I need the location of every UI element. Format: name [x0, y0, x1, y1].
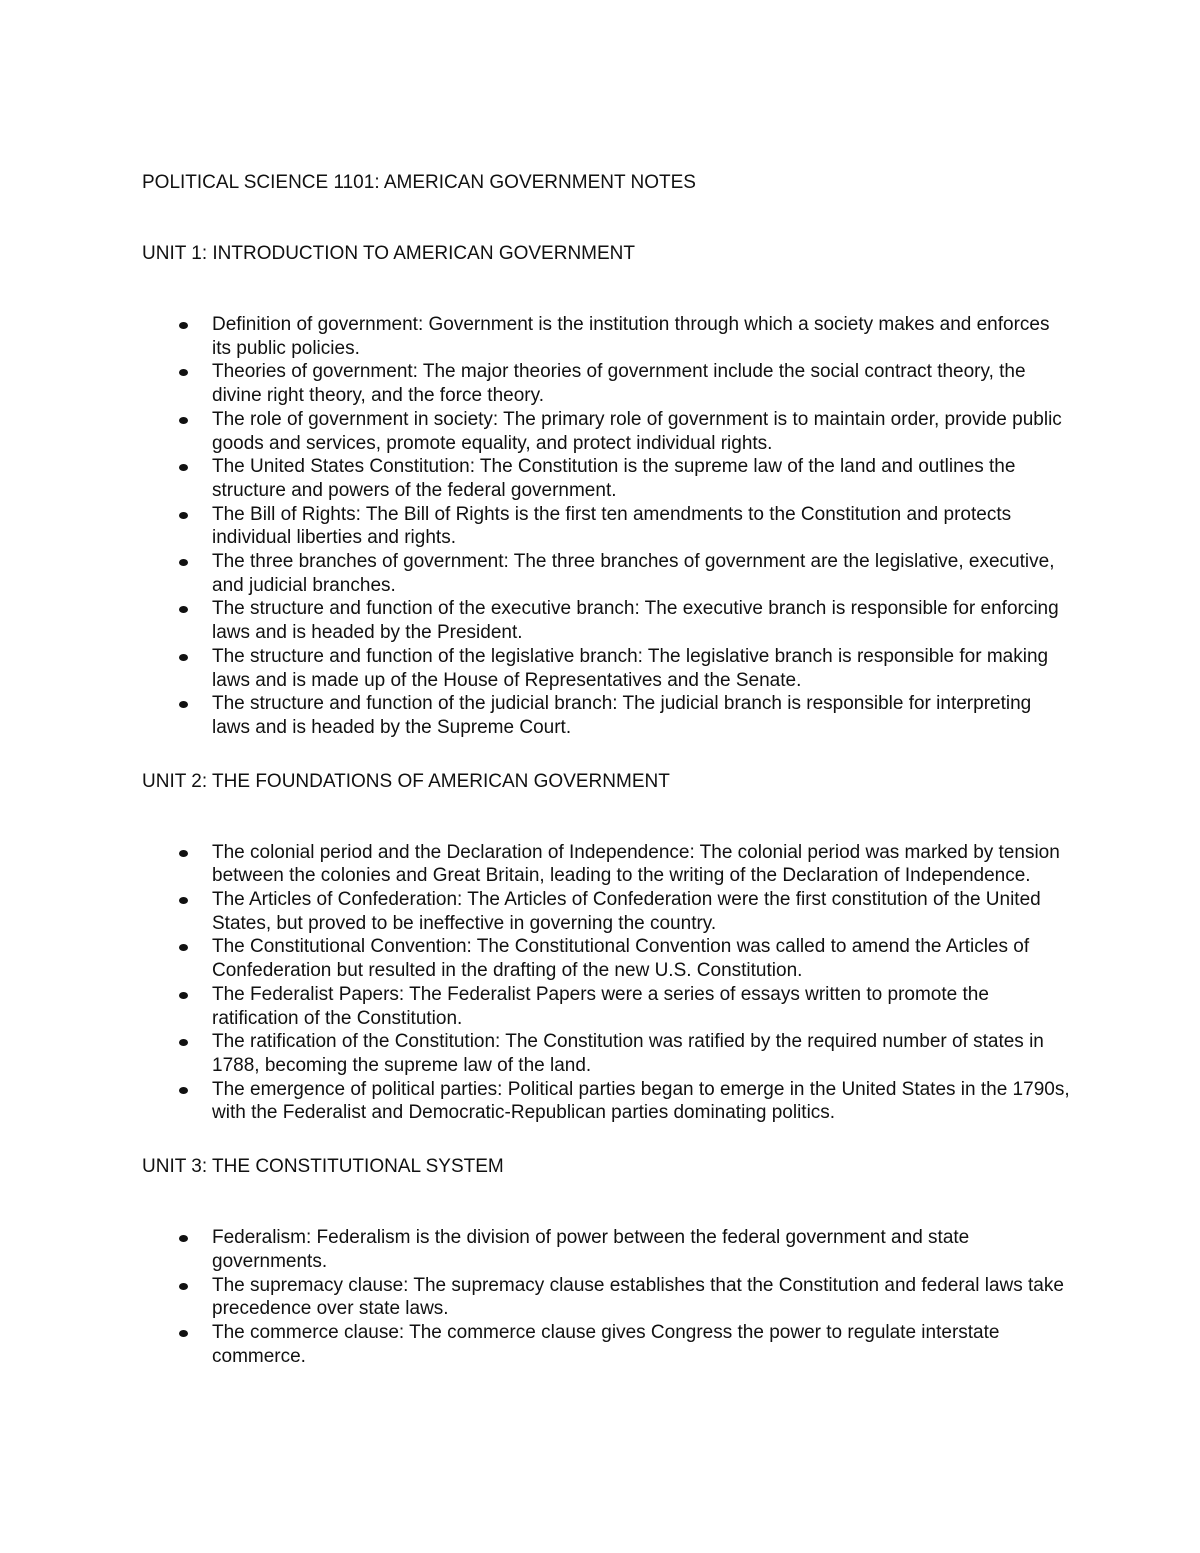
list-item-text: The colonial period and the Declaration of Independence: The colonial period was marked by tension between the colonies and Great Britain, leading to the writing of the Declaration of Independence. — [212, 841, 1060, 887]
document-page — [142, 171, 1072, 1368]
list-item-text: The structure and function of the executive branch: The executive branch is responsible for enforcing laws and is headed by the President. — [212, 598, 1059, 644]
bullet-icon — [179, 992, 188, 999]
list-item — [142, 408, 1072, 455]
bullet-icon — [179, 897, 188, 904]
bullet-icon — [179, 606, 188, 613]
list-item — [142, 983, 1072, 1030]
list-item — [142, 550, 1072, 597]
list-item-text: The United States Constitution: The Constitution is the supreme law of the land and outlines the structure and powers of the federal government. — [212, 456, 1016, 501]
list-item-text: Federalism: Federalism is the division of power between the federal government and state governments. — [212, 1227, 970, 1272]
document-title: POLITICAL SCIENCE 1101: AMERICAN GOVERNMENT NOTES — [142, 172, 696, 193]
list-item — [142, 935, 1072, 982]
list-item — [142, 1321, 1072, 1368]
bullet-icon — [179, 464, 188, 471]
bullet-icon — [179, 1330, 188, 1337]
bullet-icon — [179, 1283, 188, 1290]
list-item — [142, 455, 1072, 502]
bullet-icon — [179, 559, 188, 566]
bullet-icon — [179, 512, 188, 519]
list-item — [142, 645, 1072, 692]
list-item-text: The structure and function of the judicial branch: The judicial branch is responsible for interpreting laws and is headed by the Supreme Court. — [212, 693, 1032, 738]
list-item-text: The emergence of political parties: Political parties began to emerge in the United States in the 1790s, with the Federalist and Democratic-Republican parties dominating politics. — [212, 1078, 1070, 1124]
bullet-icon — [179, 654, 188, 661]
list-item-text: The Federalist Papers: The Federalist Papers were a series of essays written to promote the ratification of the Constitution. — [212, 983, 989, 1029]
list-item-text: The structure and function of the legislative branch: The legislative branch is responsible for making laws and is made up of the House of Representatives and the Senate. — [212, 645, 1049, 691]
list-item — [142, 503, 1072, 550]
bullet-icon — [179, 369, 188, 376]
list-item — [142, 888, 1072, 935]
list-item-text: Definition of government: Government is the institution through which a society makes and enforces its public policies. — [212, 314, 1050, 359]
list-item — [142, 1274, 1072, 1321]
list-item-text: The role of government in society: The primary role of government is to maintain order, provide public goods and services, promote equality, and protect individual rights. — [212, 408, 1062, 454]
list-item — [142, 841, 1072, 888]
unit-3-section — [142, 1155, 1072, 1368]
unit-1-heading: UNIT 1: INTRODUCTION TO AMERICAN GOVERNMENT — [142, 243, 635, 264]
list-item-text: The Bill of Rights: The Bill of Rights is the first ten amendments to the Constitution and protects individual liberties and rights. — [212, 503, 1012, 549]
list-item — [142, 1030, 1072, 1077]
bullet-icon — [179, 701, 188, 708]
bullet-icon — [179, 944, 188, 951]
unit-2-section — [142, 770, 1072, 1125]
list-item — [142, 692, 1072, 739]
list-item — [142, 1226, 1072, 1273]
bullet-icon — [179, 1039, 188, 1046]
bullet-icon — [179, 417, 188, 424]
list-item — [142, 597, 1072, 644]
list-item-text: The Articles of Confederation: The Articles of Confederation were the first constitution of the United States, but proved to be ineffective in governing the country. — [212, 889, 1041, 934]
bullet-icon — [179, 850, 188, 857]
list-item — [142, 360, 1072, 407]
list-item-text: The three branches of government: The three branches of government are the legislative, executive, and judicial branches. — [212, 551, 1055, 596]
unit-1-section — [142, 242, 1072, 740]
bullet-icon — [179, 1087, 188, 1094]
list-item-text: Theories of government: The major theories of government include the social contract theory, the divine right theory, and the force theory. — [212, 361, 1026, 407]
unit-2-list — [142, 841, 1072, 1125]
unit-1-list — [142, 313, 1072, 740]
list-item — [142, 313, 1072, 360]
list-item-text: The ratification of the Constitution: The Constitution was ratified by the required number of states in 1788, becoming the supreme law of the land. — [212, 1031, 1044, 1076]
list-item — [142, 1078, 1072, 1125]
unit-2-heading: UNIT 2: THE FOUNDATIONS OF AMERICAN GOVERNMENT — [142, 770, 670, 792]
list-item-text: The Constitutional Convention: The Constitutional Convention was called to amend the Articles of Confederation but resulted in the drafting of the new U.S. Constitution. — [212, 936, 1030, 982]
list-item-text: The commerce clause: The commerce clause gives Congress the power to regulate interstate commerce. — [212, 1321, 1000, 1367]
list-item-text: The supremacy clause: The supremacy clause establishes that the Constitution and federal laws take precedence over state laws. — [212, 1274, 1064, 1320]
unit-3-list — [142, 1226, 1072, 1368]
unit-3-heading: UNIT 3: THE CONSTITUTIONAL SYSTEM — [142, 1156, 504, 1178]
bullet-icon — [179, 322, 188, 329]
bullet-icon — [179, 1235, 188, 1242]
